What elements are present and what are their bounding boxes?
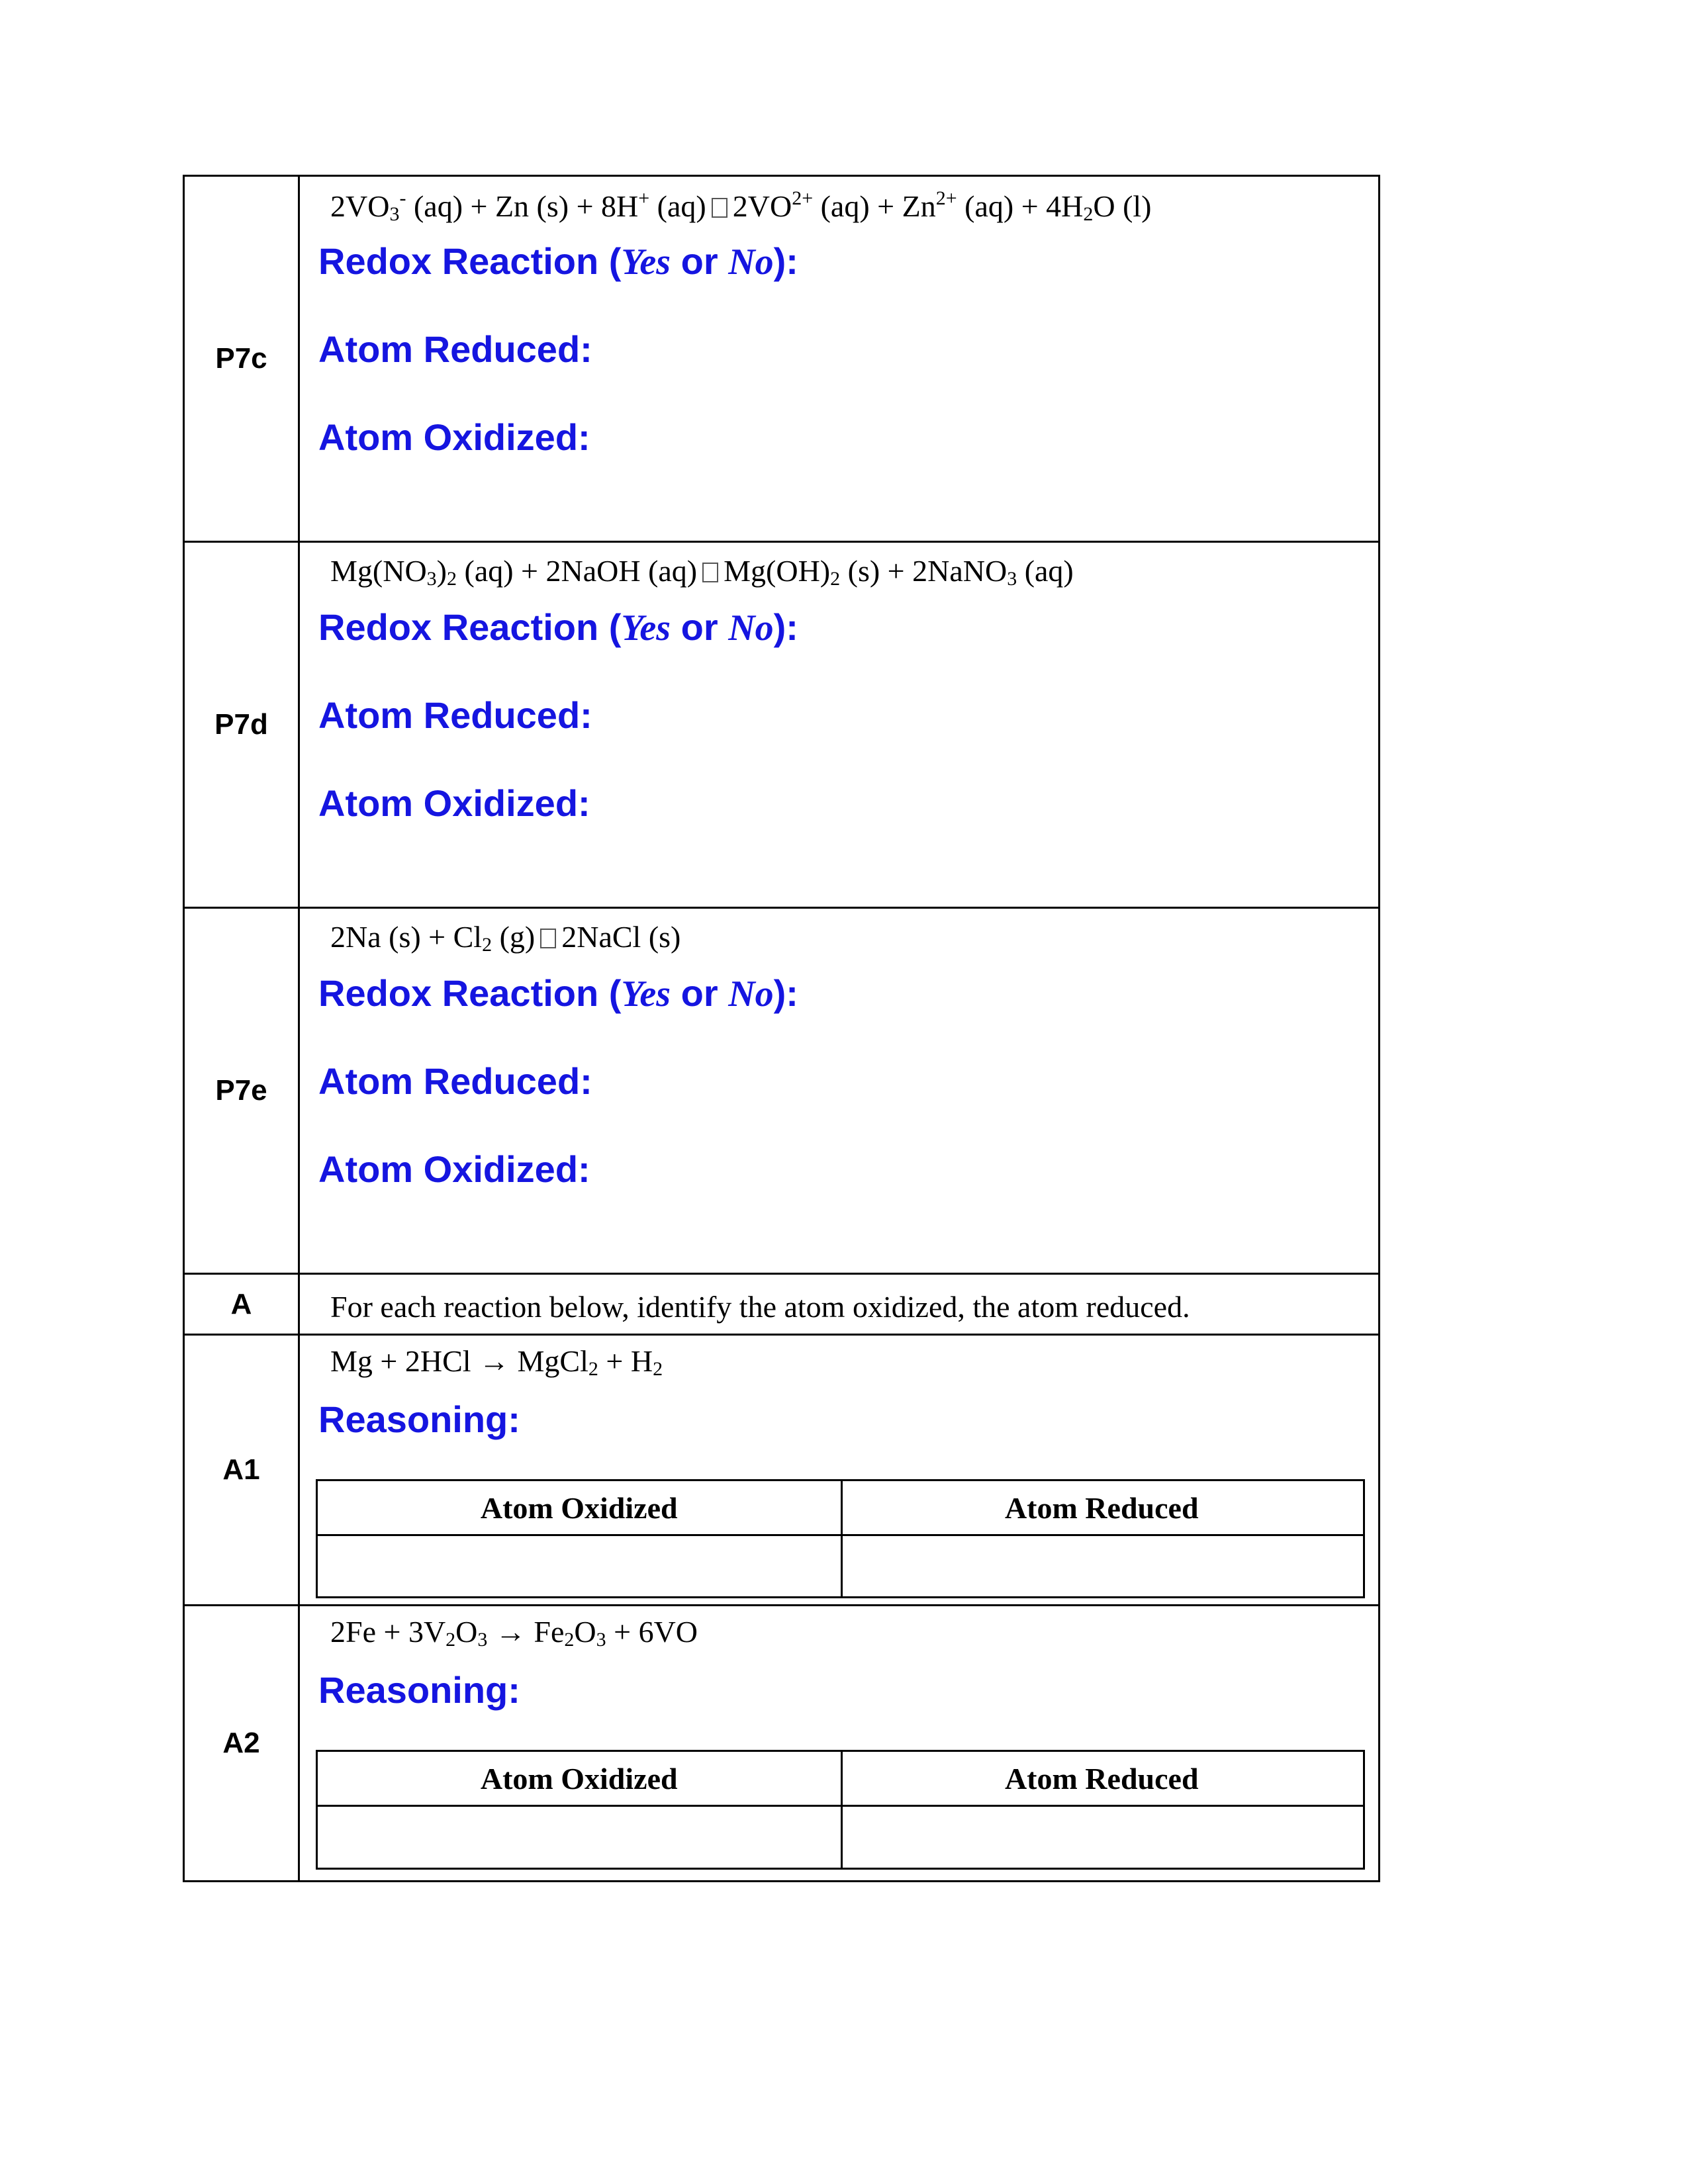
chemical-equation: $Mg(NO_3)_2$ (aq) + 2NaOH (aq) $Mg(OH)_2$ (s) + 2NaNO$_3$ (aq) xyxy=(330,554,1074,590)
worksheet-table xyxy=(183,175,1380,1882)
atom-oxidized-label: Atom Oxidized: xyxy=(318,1148,590,1190)
right-arrow-icon: → xyxy=(495,1615,526,1649)
reaction-arrow-placeholder-icon xyxy=(702,563,718,582)
row-section-a xyxy=(185,1275,1378,1336)
chemical-equation: Mg + 2HCl → MgCl$_2$ + $H_2$ xyxy=(330,1344,663,1380)
row-content xyxy=(300,909,1378,1273)
row-content xyxy=(300,543,1378,907)
row-a2 xyxy=(185,1606,1378,1880)
atom-oxidized-label: Atom Oxidized: xyxy=(318,782,590,824)
chemical-equation: 2Na $(s) + Cl_2$ (g) 2NaCl (s) xyxy=(330,920,681,956)
row-label-cell xyxy=(185,177,300,541)
row-a1 xyxy=(185,1336,1378,1606)
row-label: A1 xyxy=(222,1453,260,1486)
row-label-cell xyxy=(185,1275,300,1334)
answer-table xyxy=(316,1750,1365,1870)
answer-table xyxy=(316,1479,1365,1598)
row-content xyxy=(300,1275,1378,1334)
row-label: P7d xyxy=(214,708,268,741)
row-label: P7e xyxy=(215,1074,267,1107)
right-arrow-icon: → xyxy=(479,1344,510,1378)
row-content xyxy=(300,177,1378,541)
atom-reduced-label: Atom Reduced: xyxy=(318,328,592,370)
atom-reduced-header: Atom Reduced xyxy=(1004,1490,1199,1525)
reaction-arrow-placeholder-icon xyxy=(540,929,556,948)
atom-oxidized-answer-cell[interactable] xyxy=(318,1536,841,1596)
row-label: A xyxy=(230,1287,252,1320)
atom-oxidized-header: Atom Oxidized xyxy=(480,1761,678,1796)
redox-question: Redox Reaction (Yes or No): xyxy=(318,606,798,649)
chemical-equation: $2VO_3^-$ (aq) + Zn (s) + 8H+ (aq) $2VO^{2+}$ $(aq) + Zn^{2+}$ $(aq) + 4H_2O$ (l) xyxy=(330,187,1152,225)
atom-reduced-header: Atom Reduced xyxy=(1004,1761,1199,1796)
atom-reduced-answer-cell[interactable] xyxy=(841,1536,1364,1596)
row-label-cell xyxy=(185,1606,300,1880)
row-label-cell xyxy=(185,543,300,907)
atom-oxidized-label: Atom Oxidized: xyxy=(318,416,590,458)
atom-reduced-label: Atom Reduced: xyxy=(318,694,592,736)
instruction-text: For each reaction below, identify the atom oxidized, the atom reduced. xyxy=(330,1290,1190,1324)
row-p7c xyxy=(185,177,1378,543)
row-p7d xyxy=(185,543,1378,909)
redox-question: Redox Reaction (Yes or No): xyxy=(318,972,798,1015)
reasoning-label: Reasoning: xyxy=(318,1398,520,1440)
chemical-equation: $2Fe + 3V_2O_3 \to Fe_2O_3 + 6VO$ xyxy=(330,1615,698,1651)
row-content xyxy=(300,1336,1378,1604)
atom-oxidized-answer-cell[interactable] xyxy=(318,1807,841,1868)
redox-question: Redox Reaction (Yes or No): xyxy=(318,240,798,283)
row-label: A2 xyxy=(222,1727,260,1759)
reasoning-label: Reasoning: xyxy=(318,1669,520,1711)
row-p7e xyxy=(185,909,1378,1275)
atom-reduced-answer-cell[interactable] xyxy=(841,1807,1364,1868)
atom-reduced-label: Atom Reduced: xyxy=(318,1060,592,1102)
row-label-cell xyxy=(185,1336,300,1604)
atom-oxidized-header: Atom Oxidized xyxy=(480,1490,678,1525)
reaction-arrow-placeholder-icon xyxy=(712,198,727,218)
row-content xyxy=(300,1606,1378,1880)
row-label-cell xyxy=(185,909,300,1273)
row-label: P7c xyxy=(215,342,267,375)
